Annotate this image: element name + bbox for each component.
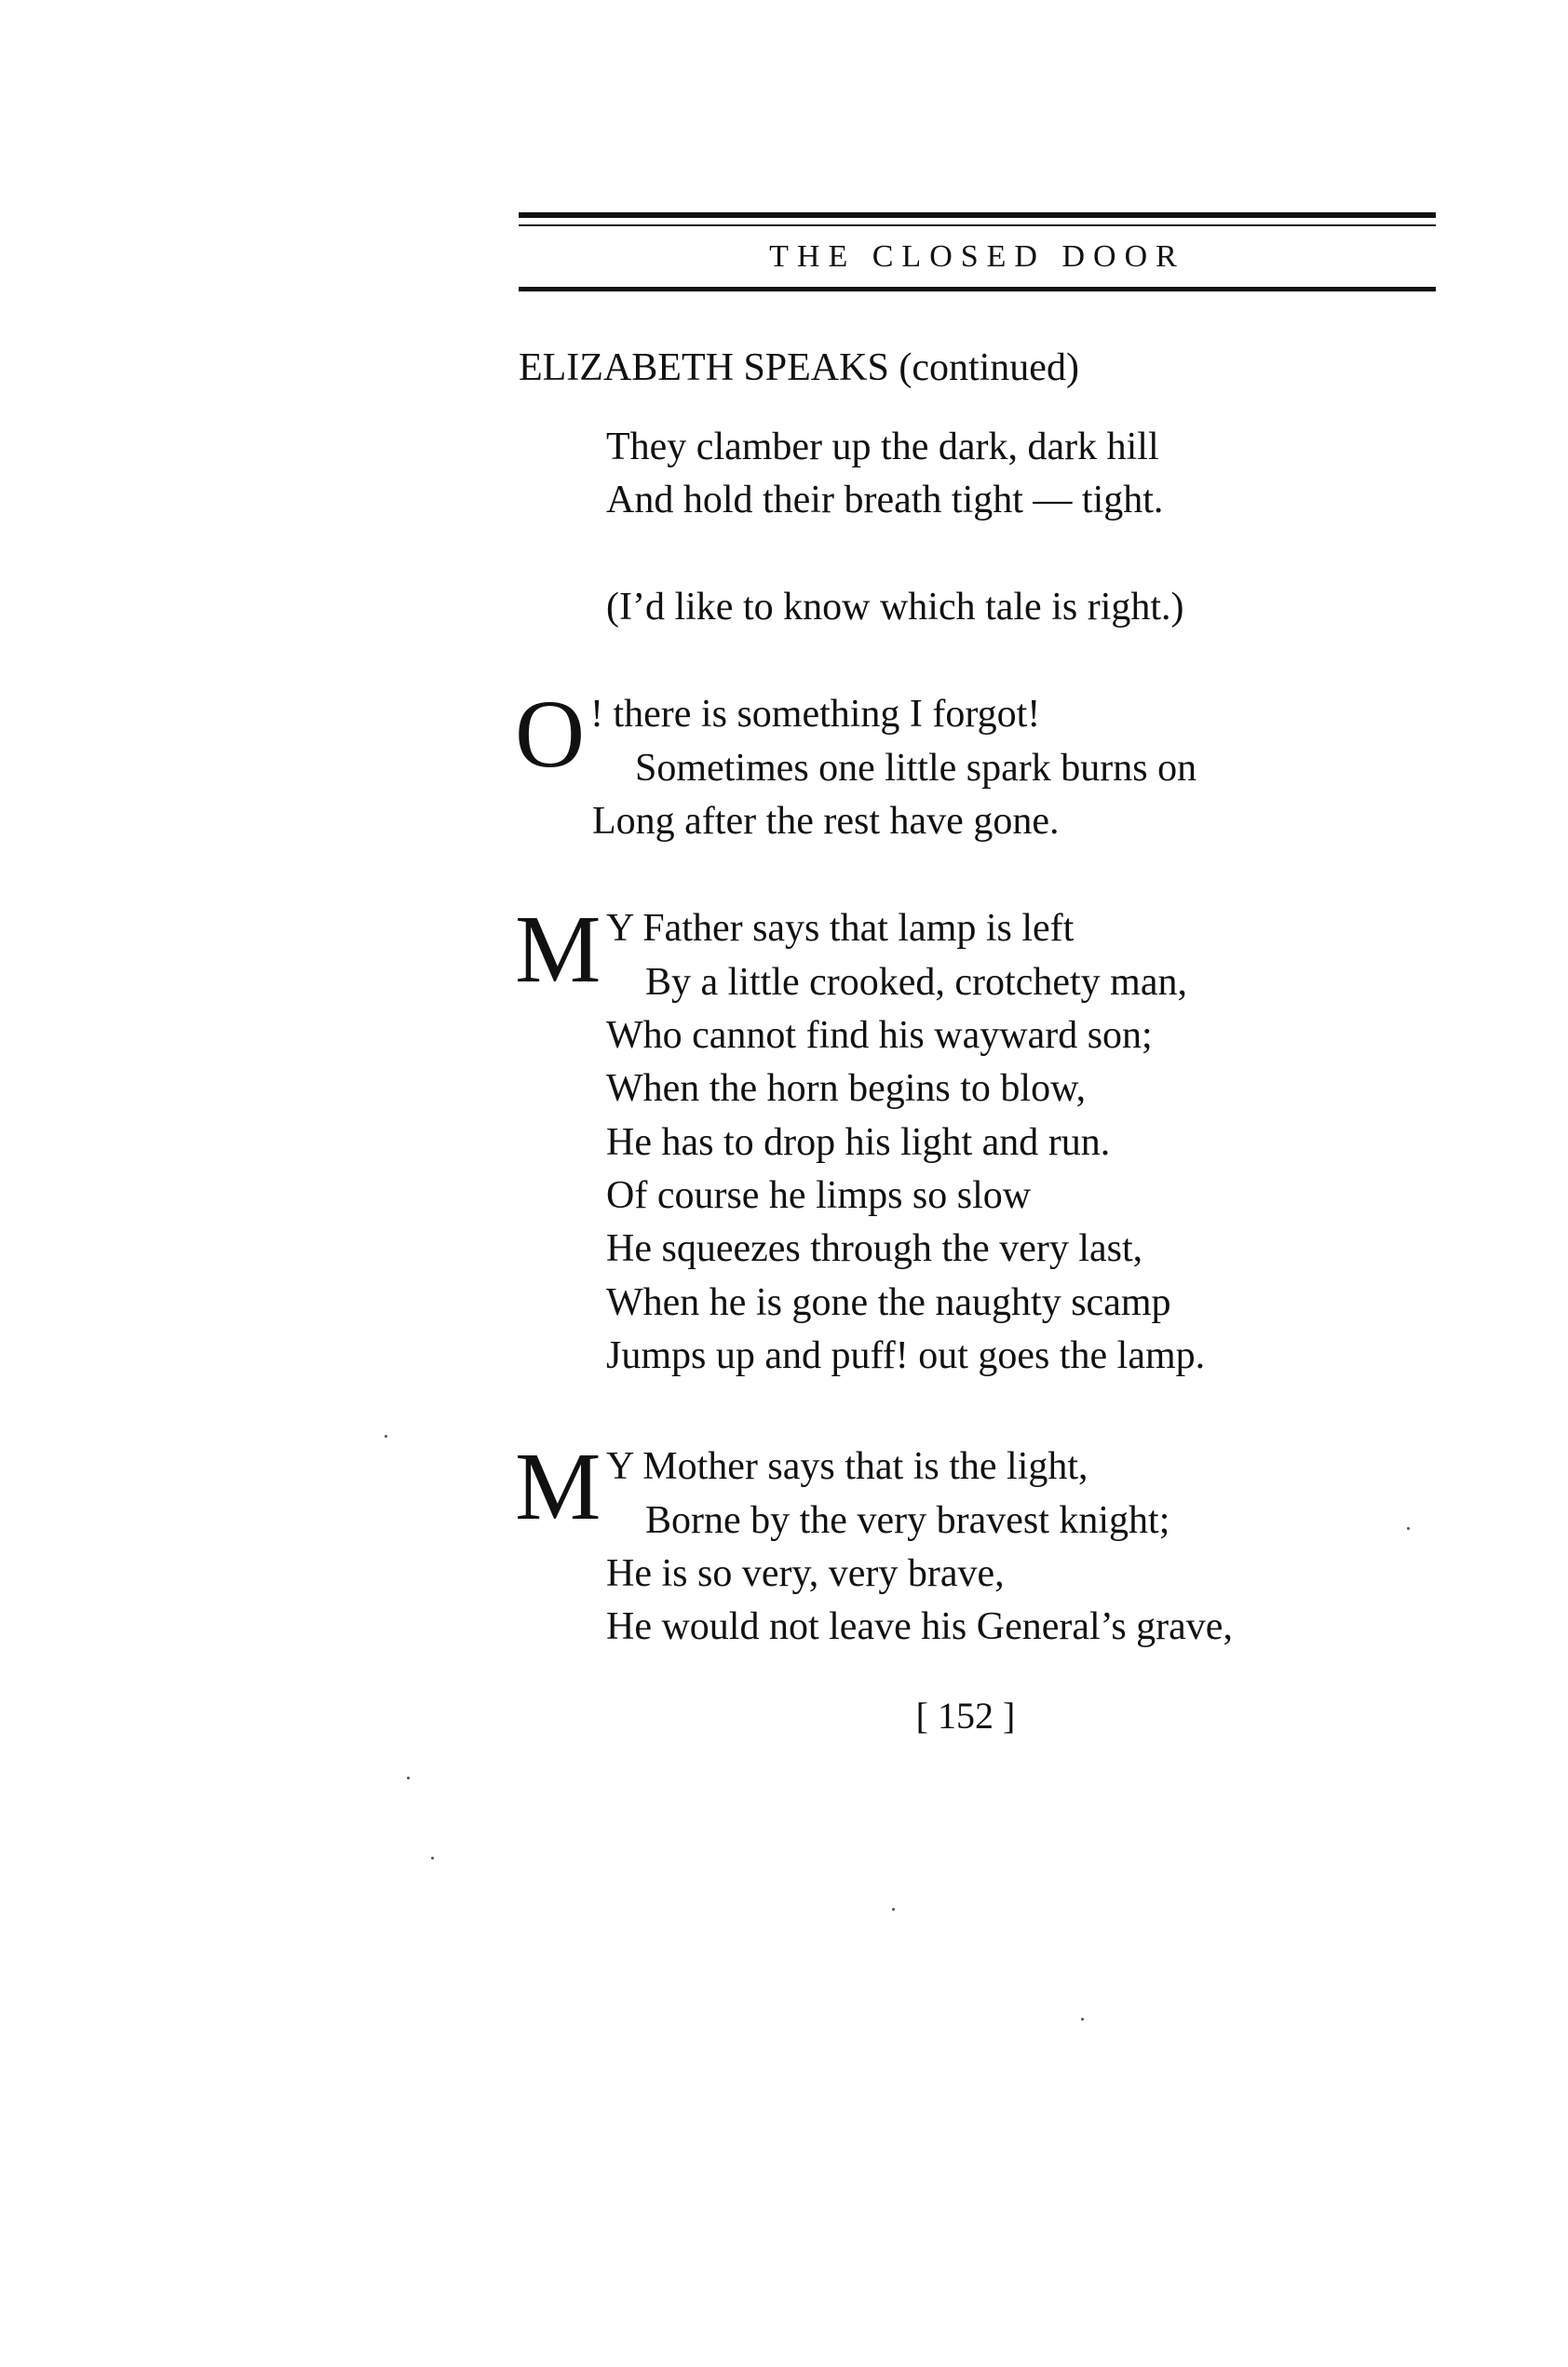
running-head: THE CLOSED DOOR <box>769 239 1185 274</box>
verse-line: Y Mother says that is the light, <box>606 1445 1088 1488</box>
verse-line: Of course he limps so slow <box>606 1174 1032 1217</box>
verse-line: He would not leave his General’s grave, <box>606 1605 1233 1648</box>
verse-line: He is so very, very brave, <box>606 1552 1005 1595</box>
verse-line: Jumps up and puff! out goes the lamp. <box>606 1334 1206 1377</box>
verse-line: Sometimes one little spark burns on <box>635 747 1197 790</box>
scan-speck <box>407 1777 410 1779</box>
verse-line: When he is gone the naughty scamp <box>606 1281 1171 1324</box>
scan-speck <box>385 1435 387 1438</box>
verse-line: Borne by the very bravest knight; <box>645 1499 1170 1542</box>
scan-speck <box>892 1908 895 1911</box>
verse-line: He squeezes through the very last, <box>606 1227 1143 1270</box>
verse-line: And hold their breath tight — tight. <box>606 479 1164 521</box>
verse-line: Who cannot find his wayward son; <box>606 1014 1153 1057</box>
verse-line: When the horn begins to blow, <box>606 1067 1087 1110</box>
scan-speck <box>1407 1527 1410 1530</box>
drop-cap: M <box>515 1433 602 1540</box>
verse-line: ! there is something I forgot! <box>590 693 1041 736</box>
section-title: ELIZABETH SPEAKS (continued) <box>519 346 1079 389</box>
verse-line: By a little crooked, crotchety man, <box>645 961 1187 1004</box>
verse-line: He has to drop his light and run. <box>606 1121 1111 1164</box>
header-rule-top <box>519 212 1436 218</box>
page-number: [ 152 ] <box>915 1695 1016 1737</box>
verse-line: Y Father says that lamp is left <box>606 907 1075 950</box>
verse-line: Long after the rest have gone. <box>592 800 1060 843</box>
drop-cap: M <box>515 896 602 1003</box>
drop-cap: O <box>515 681 586 788</box>
scan-speck <box>431 1857 434 1860</box>
verse-line: They clamber up the dark, dark hill <box>606 426 1159 468</box>
header-rule-top-thin <box>519 224 1436 226</box>
scan-speck <box>1081 2018 1084 2021</box>
header-rule-bottom <box>519 287 1436 291</box>
verse-line: (I’d like to know which tale is right.) <box>606 586 1184 629</box>
